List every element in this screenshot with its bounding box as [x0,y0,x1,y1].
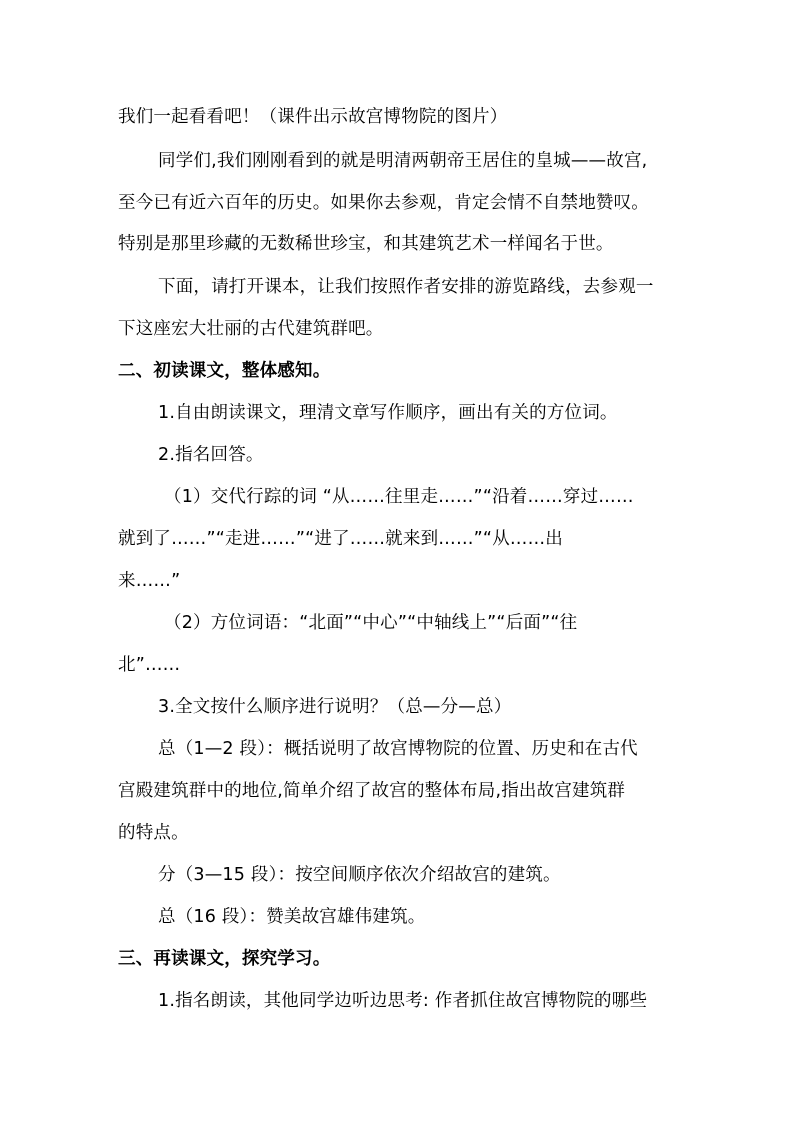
paragraph-line: 就到了……”“走进……”“进了……就来到……”“从……出 [118,529,563,549]
sub-list-item: （1）交代行踪的词 “从……往里走……”“沿着……穿过…… [164,487,634,507]
paragraph-line: 宫殿建筑群中的地位,简单介绍了故宫的整体布局,指出故宫建筑群 [118,781,626,801]
list-item: 2.指名回答。 [158,445,264,465]
paragraph-line: 特别是那里珍藏的无数稀世珍宝，和其建筑艺术一样闻名于世。 [118,234,614,254]
paragraph-line: 我们一起看看吧！（课件出示故宫博物院的图片） [118,107,508,127]
list-item: 3.全文按什么顺序进行说明？（总—分—总） [158,697,512,717]
paragraph-line: 总（1—2 段）：概括说明了故宫博物院的位置、历史和在古代 [158,739,638,759]
paragraph-line: 来……” [118,571,181,591]
list-item: 1.指名朗读，其他同学边听边思考: 作者抓住故宫博物院的哪些 [158,991,648,1011]
paragraph-line: 至今已有近六百年的历史。如果你去参观，肯定会情不自禁地赞叹。 [118,193,649,213]
paragraph-line: 北”…… [118,655,181,675]
sub-list-item: （2）方位词语：“北面”“中心”“中轴线上”“后面”“往 [164,613,578,633]
paragraph-line: 同学们,我们刚刚看到的就是明清两朝帝王居住的皇城——故宫, [158,151,648,171]
paragraph-line: 下面，请打开课本，让我们按照作者安排的游览路线，去参观一 [158,277,654,297]
section-heading: 二、初读课文，整体感知。 [118,361,331,381]
paragraph-line: 分（3—15 段）：按空间顺序依次介绍故宫的建筑。 [158,865,561,885]
paragraph-line: 的特点。 [118,823,189,843]
section-heading: 三、再读课文，探究学习。 [118,949,331,969]
paragraph-line: 总（16 段）：赞美故宫雄伟建筑。 [158,907,426,927]
paragraph-line: 下这座宏大壮丽的古代建筑群吧。 [118,319,384,339]
list-item: 1.自由朗读课文，理清文章写作顺序，画出有关的方位词。 [158,403,618,423]
